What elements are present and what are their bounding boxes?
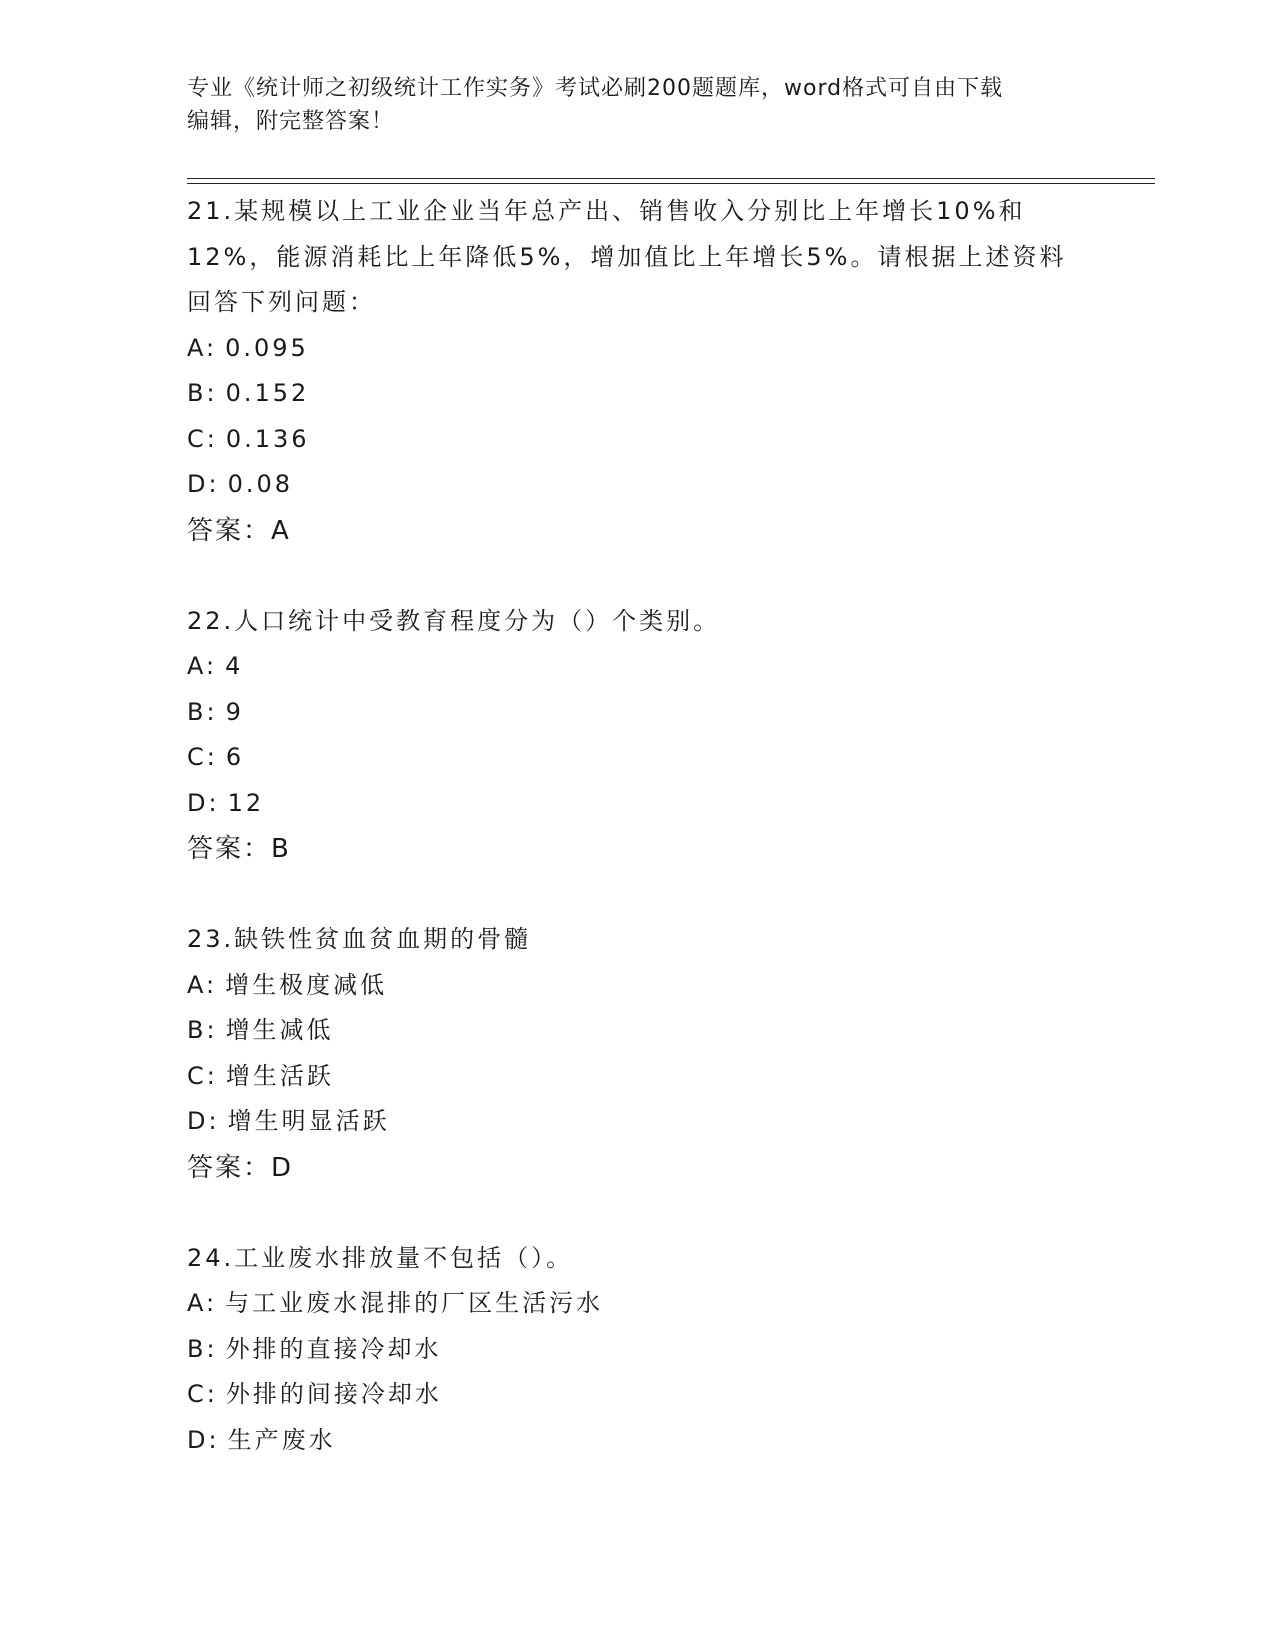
option-c: [187, 417, 1067, 463]
answer-value: D: [271, 1152, 293, 1183]
question-22: [187, 599, 1067, 873]
option-text: 增生明显活跃: [227, 1107, 390, 1135]
option-separator: :: [206, 1016, 218, 1044]
option-a: [187, 963, 1067, 1009]
answer-label: 答案：: [187, 515, 272, 546]
question-text: 22.人口统计中受教育程度分为（）个类别。: [187, 606, 721, 635]
option-letter: C: [187, 1380, 207, 1408]
option-text: 6: [225, 743, 245, 771]
option-c: [187, 735, 1067, 781]
option-text: 与工业废水混排的厂区生活污水: [225, 1289, 604, 1317]
option-letter: B: [187, 697, 207, 726]
option-d: [187, 1418, 1067, 1464]
option-b: [187, 371, 1067, 417]
option-text: 增生极度减低: [225, 970, 388, 999]
option-separator: :: [206, 697, 218, 726]
option-d: [187, 462, 1067, 508]
option-letter: D: [187, 470, 209, 498]
question-21: [187, 189, 1067, 554]
option-separator: :: [208, 1107, 220, 1135]
option-letter: B: [187, 1016, 207, 1044]
header-line-1: 专业《统计师之初级统计工作实务》考试必刷200题题库，word格式可自由下载: [187, 76, 1004, 101]
option-text: 增生减低: [225, 1016, 334, 1044]
question-23: [187, 917, 1067, 1191]
option-separator: :: [206, 652, 218, 680]
option-letter: B: [187, 1334, 207, 1363]
option-letter: A: [187, 333, 206, 362]
option-letter: A: [187, 652, 206, 680]
option-letter: C: [187, 743, 207, 771]
header-line-2: 编辑，附完整答案！: [187, 109, 395, 134]
option-separator: :: [206, 1061, 218, 1090]
answer-value: A: [271, 515, 290, 546]
option-a: [187, 1281, 1067, 1327]
option-text: 9: [225, 697, 244, 726]
option-d: [187, 1099, 1067, 1145]
option-text: 12: [227, 788, 265, 817]
option-separator: :: [208, 788, 220, 817]
option-letter: A: [187, 970, 206, 999]
option-text: 生产废水: [227, 1425, 336, 1454]
answer-value: B: [271, 834, 290, 864]
option-letter: D: [187, 1107, 209, 1135]
option-separator: :: [206, 743, 218, 771]
option-text: 0.136: [225, 424, 310, 453]
option-separator: :: [206, 424, 218, 453]
option-separator: :: [206, 379, 218, 407]
option-letter: B: [187, 379, 207, 407]
option-letter: D: [187, 788, 209, 817]
option-b: [187, 1327, 1067, 1373]
question-text: 23.缺铁性贫血贫血期的骨髓: [187, 925, 532, 953]
option-separator: :: [206, 970, 218, 999]
question-text: 24.工业废水排放量不包括（）。: [187, 1243, 574, 1272]
header-rule-top: [187, 178, 1155, 179]
option-text: 0.152: [225, 379, 310, 407]
option-separator: :: [208, 470, 220, 498]
answer-label: 答案：: [187, 834, 272, 864]
option-separator: :: [208, 1425, 220, 1454]
option-letter: D: [187, 1425, 209, 1454]
option-letter: C: [187, 1061, 207, 1090]
answer-label: 答案：: [187, 1152, 272, 1183]
answer-line: [187, 826, 1067, 872]
answer-line: [187, 508, 1067, 554]
option-separator: :: [206, 1334, 218, 1363]
option-a: [187, 326, 1067, 372]
option-text: 0.095: [225, 333, 309, 362]
option-separator: :: [206, 1380, 218, 1408]
document-header: [187, 72, 1067, 138]
option-letter: C: [187, 424, 207, 453]
option-text: 4: [225, 652, 244, 680]
question-text: 21.某规模以上工业企业当年总产出、销售收入分别比上年增长10%和12%，能源消耗比上年降低5%，增加值比上年增长5%。请根据上述资料回答下列问题：: [187, 197, 1067, 316]
question-24: [187, 1236, 1067, 1464]
option-separator: :: [206, 1289, 218, 1317]
option-b: [187, 690, 1067, 736]
option-c: [187, 1372, 1067, 1418]
option-text: 外排的直接冷却水: [225, 1334, 442, 1363]
option-text: 0.08: [227, 470, 294, 498]
option-separator: :: [206, 333, 218, 362]
question-list: [187, 189, 1067, 1508]
option-text: 增生活跃: [225, 1061, 334, 1090]
option-letter: A: [187, 1289, 206, 1317]
option-d: [187, 781, 1067, 827]
option-text: 外排的间接冷却水: [225, 1380, 442, 1408]
header-rule-bottom: [187, 183, 1155, 184]
option-c: [187, 1054, 1067, 1100]
option-b: [187, 1008, 1067, 1054]
option-a: [187, 644, 1067, 690]
answer-line: [187, 1145, 1067, 1191]
